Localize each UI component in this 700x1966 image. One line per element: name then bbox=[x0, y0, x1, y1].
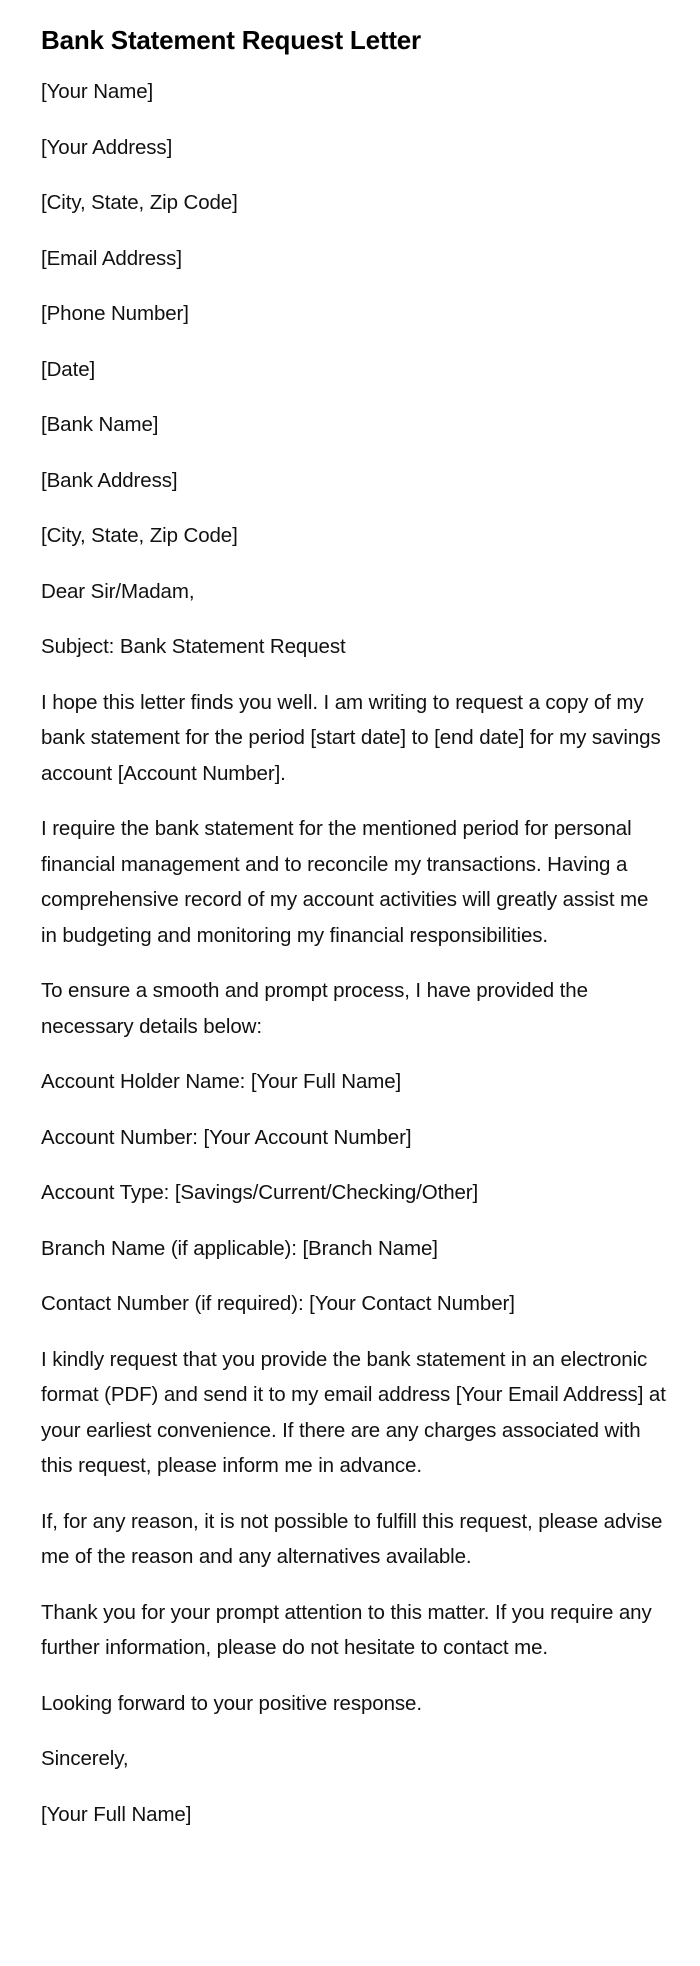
sender-phone: [Phone Number] bbox=[41, 302, 189, 325]
bank-name: [Bank Name] bbox=[41, 413, 159, 436]
signature-name: [Your Full Name] bbox=[41, 1802, 192, 1826]
detail-account-holder: Account Holder Name: [Your Full Name] bbox=[41, 1070, 402, 1093]
sender-email: [Email Address] bbox=[41, 246, 182, 270]
detail-contact-number: Contact Number (if required): [Your Contact Number] bbox=[41, 1292, 515, 1315]
bank-address: [Bank Address] bbox=[41, 468, 178, 492]
document-title: Bank Statement Request Letter bbox=[41, 25, 421, 55]
subject-line: Subject: Bank Statement Request bbox=[41, 635, 346, 658]
body-paragraph-intro: I hope this letter finds you well. I am writing to request a copy of my bank statement for the period [start date] to [end date] for my savings account [Account Number]. bbox=[41, 690, 661, 785]
body-paragraph-purpose: I require the bank statement for the mentioned period for personal financial management and to reconcile my transactions. Having a comprehensive record of my account activities will greatly assist me in budgeting and monitoring my financial responsibilities. bbox=[41, 817, 649, 947]
letter-date: [Date] bbox=[41, 357, 96, 381]
sender-city-state-zip: [City, State, Zip Code] bbox=[41, 191, 238, 214]
body-paragraph-thanks: Thank you for your prompt attention to this matter. If you require any further information, please do not hesitate to contact me. bbox=[41, 1600, 652, 1659]
detail-account-type: Account Type: [Savings/Current/Checking/Other] bbox=[41, 1181, 479, 1204]
body-paragraph-alternatives: If, for any reason, it is not possible to fulfill this request, please advise me of the reason and any alternatives available. bbox=[41, 1509, 663, 1568]
sender-address: [Your Address] bbox=[41, 135, 173, 159]
salutation: Dear Sir/Madam, bbox=[41, 579, 195, 603]
bank-city-state-zip: [City, State, Zip Code] bbox=[41, 524, 238, 547]
detail-branch-name: Branch Name (if applicable): [Branch Name] bbox=[41, 1236, 438, 1260]
sign-off: Sincerely, bbox=[41, 1747, 129, 1770]
body-paragraph-format-request: I kindly request that you provide the bank statement in an electronic format (PDF) and send it to my email address [Your Email Address] at your earliest convenience. If there are any charges associated with this request, please inform me in advance. bbox=[41, 1347, 666, 1477]
closing-remark: Looking forward to your positive response. bbox=[41, 1691, 422, 1715]
detail-account-number: Account Number: [Your Account Number] bbox=[41, 1125, 412, 1149]
body-paragraph-details-intro: To ensure a smooth and prompt process, I have provided the necessary details below: bbox=[41, 979, 588, 1038]
sender-name: [Your Name] bbox=[41, 80, 154, 103]
